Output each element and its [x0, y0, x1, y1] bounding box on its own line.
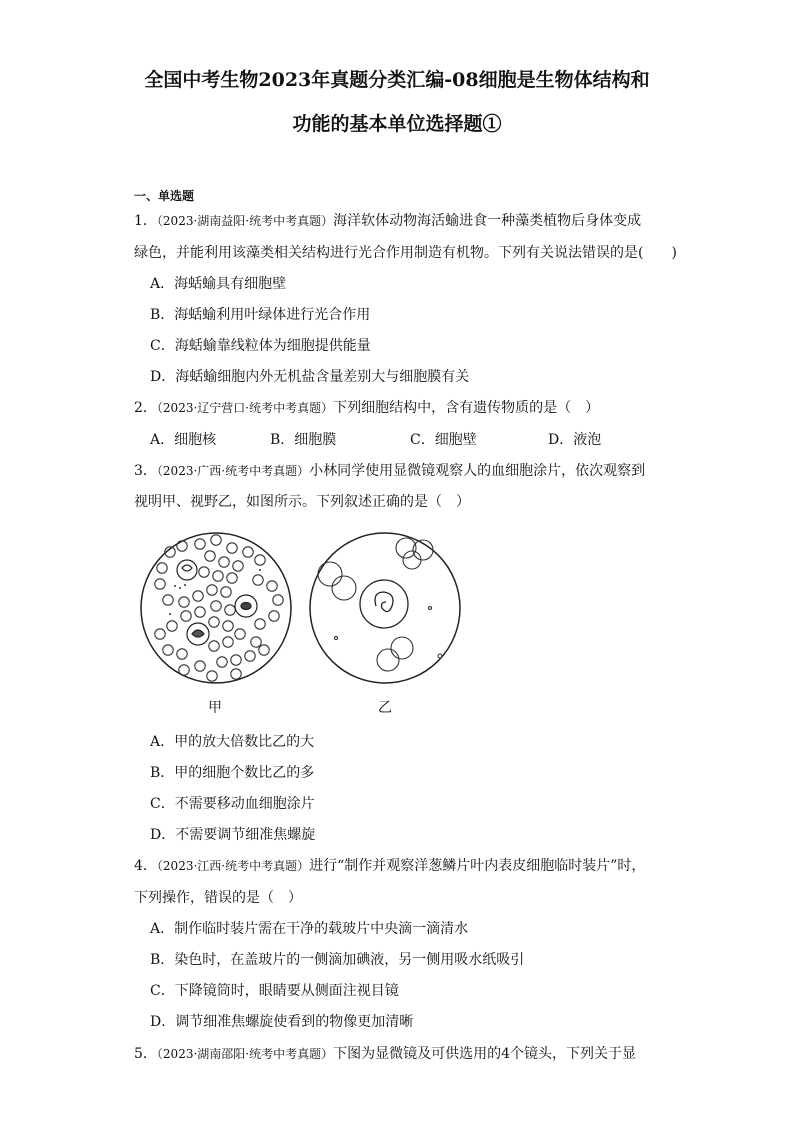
- question-number: 1．: [134, 213, 157, 229]
- red-blood-cell: [199, 567, 209, 577]
- red-blood-cell: [209, 617, 219, 627]
- question-4-stem-cont: 下列操作，错误的是（ ）: [134, 890, 302, 906]
- red-blood-cell: [255, 555, 265, 565]
- question-source: （2023·辽宁营口·统考中考真题）: [156, 401, 334, 415]
- question-number: 4．: [134, 858, 157, 874]
- red-blood-cell: [235, 629, 245, 639]
- red-blood-cell: [223, 621, 233, 631]
- red-blood-cell: [167, 621, 177, 631]
- red-blood-cell: [225, 605, 235, 615]
- question-1-option-d: D．海蛞蝓细胞内外无机盐含量差别大与细胞膜有关: [150, 369, 470, 385]
- red-blood-cell: [193, 591, 203, 601]
- red-blood-cell: [231, 669, 241, 679]
- red-blood-cell: [195, 539, 205, 549]
- field-yi: [310, 533, 460, 683]
- question-4-option-a: A．制作临时装片需在干净的载玻片中央滴一滴清水: [150, 921, 469, 937]
- figure-label-jia: 甲: [208, 700, 222, 716]
- microscope-figure: [140, 530, 470, 720]
- question-3-option-b: B．甲的细胞个数比乙的多: [150, 765, 315, 781]
- question-3-stem: [134, 462, 645, 480]
- white-blood-cell-yi: [360, 580, 408, 628]
- red-blood-cell: [209, 641, 219, 651]
- question-text: 海洋软体动物海活蝓进食一种藻类植物后身体变成: [333, 213, 642, 229]
- red-blood-cell: [255, 619, 265, 629]
- question-source: （2023·湖南益阳·统考中考真题）: [156, 214, 334, 228]
- red-blood-cell: [217, 657, 227, 667]
- question-text: 进行“制作并观察洋葱鳞片叶内表皮细胞临时装片”时，: [309, 858, 646, 874]
- question-1-option-b: B．海蛞蝓利用叶绿体进行光合作用: [150, 307, 371, 323]
- red-blood-cell: [231, 655, 241, 665]
- red-blood-cell: [213, 571, 223, 581]
- question-3-option-a: A．甲的放大倍数比乙的大: [150, 734, 315, 750]
- section-heading: 一、单选题: [134, 189, 195, 203]
- red-blood-cell: [233, 561, 243, 571]
- question-text: 下列细胞结构中，含有遗传物质的是（ ）: [333, 400, 600, 416]
- red-blood-cell: [195, 661, 205, 671]
- question-source: （2023·江西·统考中考真题）: [156, 859, 310, 873]
- red-blood-cell: [205, 551, 215, 561]
- question-4-stem: [134, 857, 645, 875]
- microscope-fields-svg: [140, 530, 470, 690]
- field-jia-border: [141, 533, 291, 683]
- page-title-line-2: 功能的基本单位选择题①: [292, 113, 502, 135]
- red-blood-cell: [179, 597, 189, 607]
- question-1-stem: [134, 212, 641, 230]
- question-2-option-b: B．细胞膜: [270, 432, 337, 448]
- red-blood-cell: [155, 579, 165, 589]
- red-blood-cell: [207, 585, 217, 595]
- question-1-option-c: C．海蛞蝓靠线粒体为细胞提供能量: [150, 338, 371, 354]
- red-blood-cell: [221, 587, 231, 597]
- question-3-option-d: D．不需要调节细准焦螺旋: [150, 827, 316, 843]
- question-source: （2023·广西·统考中考真题）: [156, 464, 310, 478]
- question-2-option-d: D．液泡: [548, 432, 602, 448]
- question-number: 2．: [134, 400, 157, 416]
- red-blood-cells-yi: [318, 538, 442, 671]
- question-4-option-b: B．染色时，在盖玻片的一侧滴加碘液，另一侧用吸水纸吸引: [150, 952, 525, 968]
- red-blood-cell: [253, 575, 263, 585]
- red-blood-cell: [243, 547, 253, 557]
- red-blood-cell: [269, 611, 279, 621]
- question-2-option-c: C．细胞壁: [410, 432, 477, 448]
- red-blood-cell: [273, 595, 283, 605]
- question-1-stem-cont: 绿色，并能利用该藻类相关结构进行光合作用制造有机物。下列有关说法错误的是( ): [134, 245, 677, 261]
- red-blood-cell: [245, 651, 255, 661]
- red-blood-cell: [207, 671, 217, 681]
- red-blood-cell: [155, 629, 165, 639]
- question-source: （2023·湖南邵阳·统考中考真题）: [156, 1047, 334, 1061]
- red-blood-cell: [177, 541, 187, 551]
- red-blood-cell: [211, 601, 221, 611]
- question-text: 下图为显微镜及可供选用的4个镜头，下列关于显: [333, 1046, 636, 1062]
- red-blood-cells-jia: [155, 535, 283, 681]
- red-blood-cell: [223, 637, 233, 647]
- red-blood-cell: [211, 535, 221, 545]
- question-2-option-a: A．细胞核: [150, 432, 217, 448]
- red-blood-cell: [163, 595, 173, 605]
- figure-label-yi: 乙: [378, 700, 392, 716]
- question-4-option-c: C．下降镜筒时，眼睛要从侧面注视目镜: [150, 983, 399, 999]
- field-jia: [141, 533, 291, 683]
- question-3-option-c: C．不需要移动血细胞涂片: [150, 796, 315, 812]
- red-blood-cell: [259, 645, 269, 655]
- red-blood-cell: [177, 649, 187, 659]
- red-blood-cell: [157, 563, 167, 573]
- red-blood-cell: [267, 581, 277, 591]
- question-text: 小林同学使用显微镜观察人的血细胞涂片，依次观察到: [309, 463, 646, 479]
- red-blood-cell: [195, 607, 205, 617]
- red-blood-cell: [179, 665, 189, 675]
- red-blood-cell: [251, 637, 261, 647]
- question-3-stem-cont: 视明甲、视野乙，如图所示。下列叙述正确的是（ ）: [134, 494, 470, 510]
- question-2-stem: [134, 399, 599, 417]
- red-blood-cell: [181, 611, 191, 621]
- red-blood-cell: [163, 645, 173, 655]
- field-yi-border: [310, 533, 460, 683]
- question-1-option-a: A．海蛞蝓具有细胞壁: [150, 276, 287, 292]
- page-title-line-1: 全国中考生物2023年真题分类汇编-08细胞是生物体结构和: [144, 69, 650, 91]
- red-blood-cell: [219, 557, 229, 567]
- question-4-option-d: D．调节细准焦螺旋使看到的物像更加清晰: [150, 1014, 414, 1030]
- question-number: 3．: [134, 463, 157, 479]
- question-number: 5．: [134, 1046, 157, 1062]
- red-blood-cell: [227, 573, 237, 583]
- red-blood-cell: [227, 543, 237, 553]
- question-5-stem: [134, 1045, 636, 1063]
